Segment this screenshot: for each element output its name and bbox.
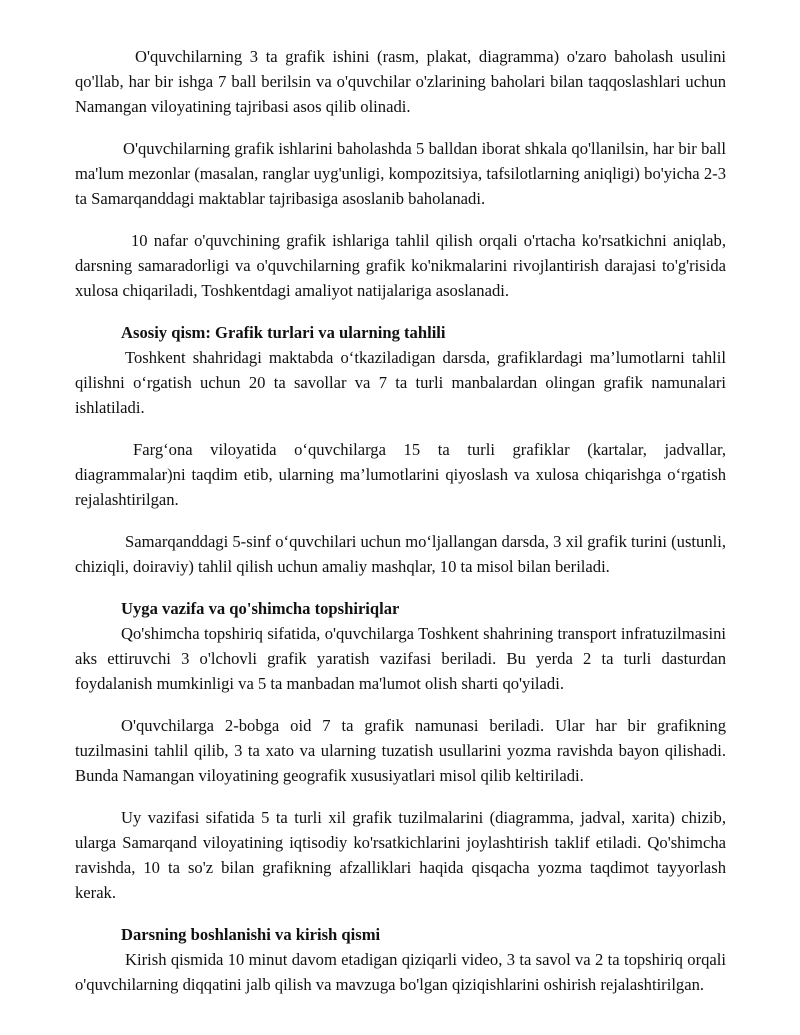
paragraph-average-analysis: 10 nafar o'quvchining grafik ishlariga tahlil qilish orqali o'rtacha ko'rsatkichni aniqlab, darsning samaradorligi va o'quvchilarning grafik ko'nikmalarini rivojlantirish darajasi to'g'risida xulosa chiqariladi, Toshkentdagi amaliyot natijalariga asoslanadi. xyxy=(75,231,726,300)
document-page xyxy=(75,44,726,1014)
paragraph-grading-scale: O'quvchilarning grafik ishlarini baholashda 5 balldan iborat shkala qo'llanilsin, har bir ball ma'lum mezonlar (masalan, ranglar uyg'unligi, kompozitsiya, tafsilotlarning aniqligi) bo'yicha 2-3 ta Samarqanddagi maktablar tajribasiga asoslanib baholanadi. xyxy=(75,139,726,208)
section-heading-main-part: Asosiy qism: Grafik turlari va ularning tahlili xyxy=(121,323,446,342)
paragraph-homework-structures: Uy vazifasi sifatida 5 ta turli xil grafik tuzilmalarini (diagramma, jadval, xarita) chizib, ularga Samarqand viloyatining iqtisodiy ko'rsatkichlarini joylashtirish taklif etiladi. Qo'shimcha ravishda, 10 ta so'z bilan grafikning afzalliklari haqida qisqacha yozma taqdimot tayyorlash kerak. xyxy=(75,808,726,902)
paragraph-samarkand-practice: Samarqanddagi 5-sinf o‘quvchilari uchun mo‘ljallangan darsda, 3 xil grafik turini (ustunli, chiziqli, doiraviy) tahlil qilish uchun amaliy mashqlar, 10 ta misol bilan beriladi. xyxy=(75,532,726,576)
section-heading-introduction: Darsning boshlanishi va kirish qismi xyxy=(121,925,381,944)
paragraph-tashkent-lesson: Toshkent shahridagi maktabda o‘tkaziladigan darsda, grafiklardagi ma’lumotlarni tahlil qilishni o‘rgatish uchun 20 ta savollar va 7 ta turli manbalardan olingan grafik namunalari ishlatiladi. xyxy=(75,348,726,417)
paragraph-fergana-graphs: Farg‘ona viloyatida o‘quvchilarga 15 ta turli grafiklar (kartalar, jadvallar, diagrammalar)ni taqdim etib, ularning ma’lumotlarini qiyoslash va xulosa chiqarishga o‘rgatish rejalashtirilgan. xyxy=(75,440,726,509)
paragraph-chapter-two-samples: O'quvchilarga 2-bobga oid 7 ta grafik namunasi beriladi. Ular har bir grafikning tuzilmasini tahlil qilib, 3 ta xato va ularning tuzatish usullarini yozma ravishda bayon qilishadi. Bunda Namangan viloyatining geografik xususiyatlari misol qilib keltiriladi. xyxy=(75,716,726,785)
paragraph-introduction-video: Kirish qismida 10 minut davom etadigan qiziqarli video, 3 ta savol va 2 ta topshiriq orqali o'quvchilarning diqqatini jalb qilish va mavzuga bo'lgan qiziqishlarini oshirish rejalashtirilgan. xyxy=(75,950,726,994)
paragraph-peer-assessment: O'quvchilarning 3 ta grafik ishini (rasm, plakat, diagramma) o'zaro baholash usulini qo'llab, har bir ishga 7 ball berilsin va o'quvchilar o'zlarining baholari bilan taqqoslashlari uchun Namangan viloyatining tajribasi asos qilib olinadi. xyxy=(75,47,726,116)
paragraph-3d-graph-task: Qo'shimcha topshiriq sifatida, o'quvchilarga Toshkent shahrining transport infratuzilmasini aks ettiruvchi 3 o'lchovli grafik yaratish vazifasi beriladi. Bu yerda 2 ta turli dasturdan foydalanish mumkinligi va 5 ta manbadan ma'lumot olish sharti qo'yiladi. xyxy=(75,624,726,693)
section-heading-homework: Uyga vazifa va qo'shimcha topshiriqlar xyxy=(121,599,400,618)
